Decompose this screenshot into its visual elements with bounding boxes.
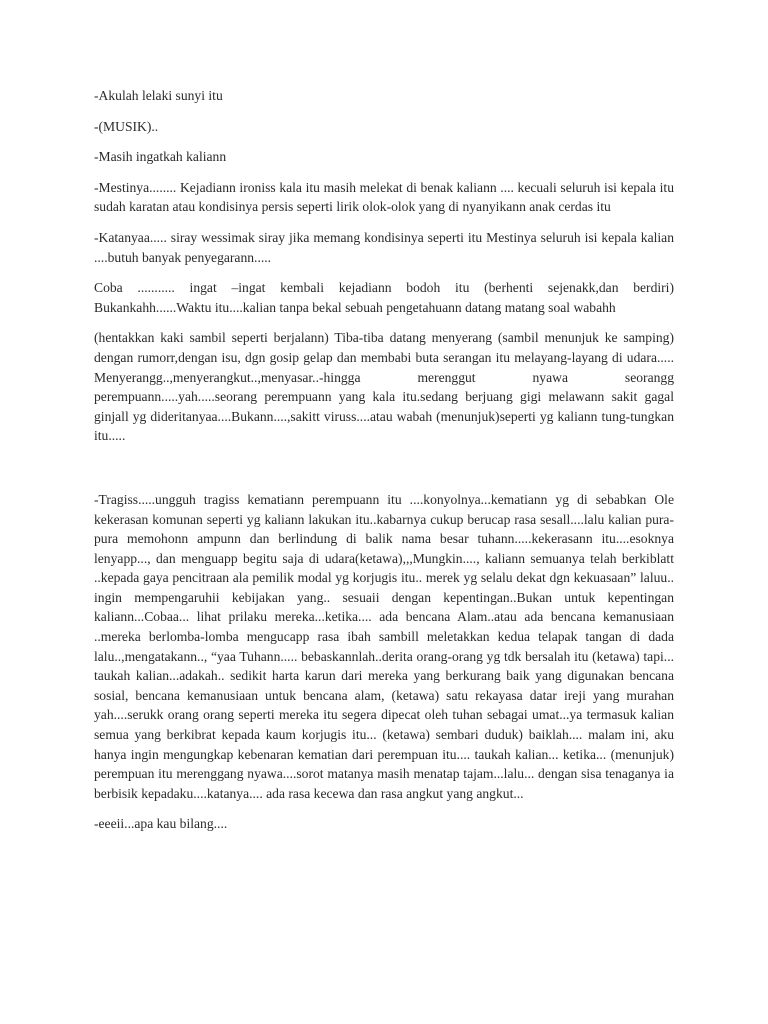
paragraph-7: (hentakkan kaki sambil seperti berjalann) Tiba-tiba datang menyerang (sambil menunjuk ke samping) dengan rumorr,dengan isu, dgn gosip gelap dan membabi buta serangan itu melayang-layang di udara..... Menyerangg..,menyerangkut..,menyasar..-hingga merenggut nyawa seorangg perempuann.....yah.....seorang perempuann yang kala itu.sedang berjuang gigi melawann sakit gagal ginjall yg dideritanyaa....Bukann....,sakitt viruss....atau wabah (menunjuk)seperti yg kaliann tung-tungkan itu.....	[94, 330, 674, 444]
paragraph-1: -Akulah lelaki sunyi itu	[94, 88, 223, 103]
paragraph-8: -Tragiss.....ungguh tragiss kematiann perempuann itu ....konyolnya...kematiann yg di sebabkan Ole kekerasan komunan seperti yg kaliann lakukan itu..kabarnya cukup berucap rasa sesall....lalu kalian pura-pura memohonn ampunn dan berlindung di balik nama besar tuhann.....kekerasann itu....esoknya lenyapp..., dan menguapp begitu saja di udara(ketawa),,,Mungkin...., kaliann semuanya telah berkiblatt ..kepada gaya pencitraan ala pemilik modal yg korjugis itu.. merek yg selalu dekat dgn kekuasaan” laluu.. ingin mempengaruhii kebijakan yang.. sesuaii dengan kepentingan..Bukan untuk kepentingan kaliann...Cobaa... lihat prilaku mereka...ketika.... ada bencana Alam..atau ada bencana kemanusiaan ..mereka berlomba-lomba mengucapp rasa ibah sambill meletakkan kedua telapak tangan di dada lalu..,mengatakann.., “yaa Tuhann..... bebaskannlah..derita orang-orang yg tdk bersalah itu (ketawa) tapi... taukah kalian...adakah.. sedikit harta karun dari mereka yang berkurang baik yang digunakan bencana sosial, bencana kemanusiaan untuk bencana alam, (ketawa) satu rekayasa datar ireji yang murahan yah....serukk orang orang seperti mereka itu segera dipecat oleh tuhan sebagai umat...ya termasuk kalian semua yang berkibrat kepada kaum korjugis itu... (ketawa) sembari duduk) baiklah.... malam ini, aku hanya ingin mengungkap kebenaran kematian dari perempuan itu.... taukah kalian... ketika... (menunjuk) perempuan itu merenggang nyawa....sorot matanya masih menatap tajam...lalu... dengan sisa tenaganya ia berbisik kepadaku....katanya.... ada rasa kecewa dan rasa angkut yang angkut...	[94, 491, 674, 801]
paragraph-5: -Katanyaa..... siray wessimak siray jika memang kondisinya seperti itu Mestinya seluruh isi kepala kalian ....butuh banyak penyegarann.....	[94, 229, 674, 265]
paragraph-2: -(MUSIK)..	[94, 118, 159, 134]
paragraph-6: Coba ........... ingat –ingat kembali kejadiann bodoh itu (berhenti sejenakk,dan berdiri) Bukankahh......Waktu itu....kalian tanpa bekal sebuah pengetahuann datang matang soal wabahh	[94, 280, 674, 315]
document-body	[94, 86, 674, 845]
paragraph-9: -eeeii...apa kau bilang....	[94, 816, 228, 832]
paragraph-spacer	[94, 457, 674, 490]
paragraph-3: -Masih ingatkah kaliann	[94, 149, 227, 165]
paragraph-4: -Mestinya........ Kejadiann ironiss kala itu masih melekat di benak kaliann .... kecuali seluruh isi kepala itu sudah karatan atau kondisinya persis seperti lirik olok-olok yang di nyanyikann anak cerdas itu	[94, 179, 674, 215]
